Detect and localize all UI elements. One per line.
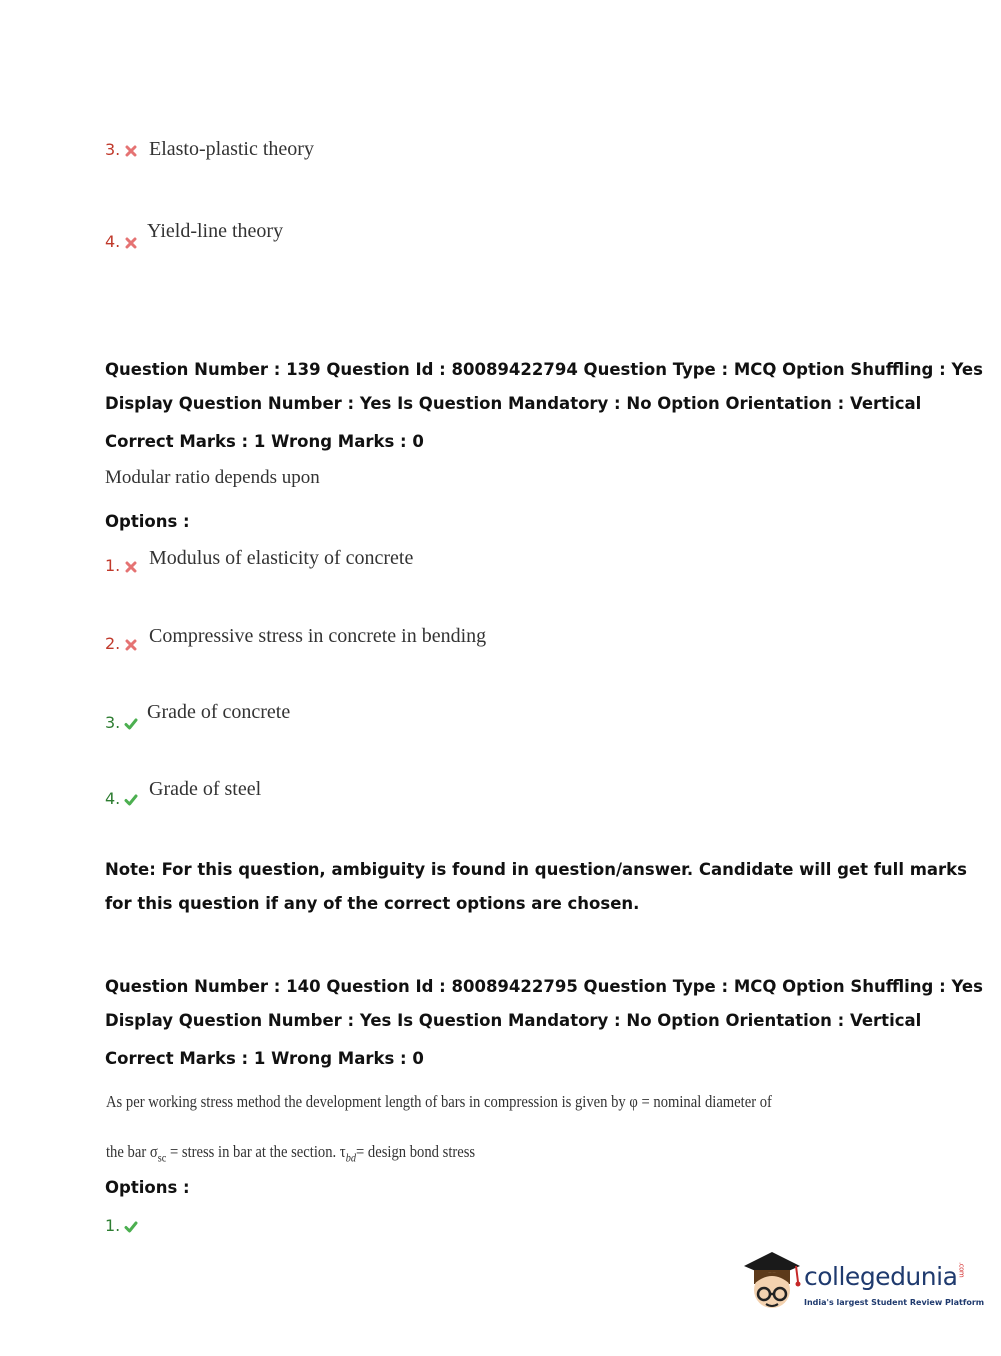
subscript: bd <box>345 1150 357 1165</box>
option-text: Modulus of elasticity of concrete <box>149 547 414 569</box>
question-meta-line2: Display Question Number : Yes Is Question Mandatory : No Option Orientation : Vertical <box>105 1011 922 1030</box>
option-row <box>105 220 284 251</box>
check-icon <box>124 793 138 807</box>
option-text: Grade of steel <box>149 778 262 800</box>
question-text-part: = stress in bar at the section. τ <box>166 1142 346 1161</box>
cross-icon <box>124 638 138 652</box>
option-number: 2. <box>105 634 121 653</box>
option-text: Grade of concrete <box>147 701 291 723</box>
option-row <box>105 547 414 575</box>
option-row <box>105 138 314 160</box>
note-line2: for this question if any of the correct options are chosen. <box>105 894 640 913</box>
check-icon <box>124 717 138 731</box>
collegedunia-logo <box>740 1248 985 1320</box>
option-row <box>105 778 262 808</box>
cross-icon <box>124 560 138 574</box>
logo-suffix: .com <box>957 1262 966 1278</box>
mascot-icon <box>740 1248 802 1316</box>
option-number: 3. <box>105 140 121 159</box>
option-text: Compressive stress in concrete in bending <box>149 625 487 647</box>
question-marks: Correct Marks : 1 Wrong Marks : 0 <box>105 1049 424 1068</box>
options-label: Options : <box>105 1178 190 1197</box>
question-text-part: the bar σ <box>106 1142 158 1161</box>
option-number: 4. <box>105 232 121 251</box>
option-number: 3. <box>105 713 121 732</box>
question-marks: Correct Marks : 1 Wrong Marks : 0 <box>105 432 424 451</box>
cross-icon <box>124 236 138 250</box>
option-row <box>105 701 291 732</box>
cross-icon <box>124 144 138 158</box>
subscript: sc <box>157 1150 167 1165</box>
option-row <box>105 625 487 653</box>
question-meta-line1: Question Number : 139 Question Id : 80089422794 Question Type : MCQ Option Shuffling : Yes <box>105 360 983 379</box>
option-row <box>105 1216 138 1235</box>
option-text: Yield-line theory <box>147 220 284 242</box>
option-number: 4. <box>105 789 121 808</box>
option-number: 1. <box>105 1216 121 1235</box>
logo-tagline: India's largest Student Review Platform <box>804 1298 985 1307</box>
question-text-line2 <box>106 1142 475 1165</box>
logo-name: collegedunia <box>804 1262 958 1291</box>
question-text-part: = design bond stress <box>356 1142 476 1161</box>
question-text: Modular ratio depends upon <box>105 467 320 488</box>
options-label: Options : <box>105 512 190 531</box>
question-meta-line2: Display Question Number : Yes Is Question Mandatory : No Option Orientation : Vertical <box>105 394 922 413</box>
option-number: 1. <box>105 556 121 575</box>
option-text: Elasto-plastic theory <box>149 138 314 160</box>
question-meta-line1: Question Number : 140 Question Id : 80089422795 Question Type : MCQ Option Shuffling : Yes <box>105 977 983 996</box>
check-icon <box>124 1220 138 1234</box>
question-text-line1: As per working stress method the development length of bars in compression is given by φ = nominal diameter of <box>106 1092 772 1111</box>
note-line1: Note: For this question, ambiguity is found in question/answer. Candidate will get full marks <box>105 860 967 879</box>
